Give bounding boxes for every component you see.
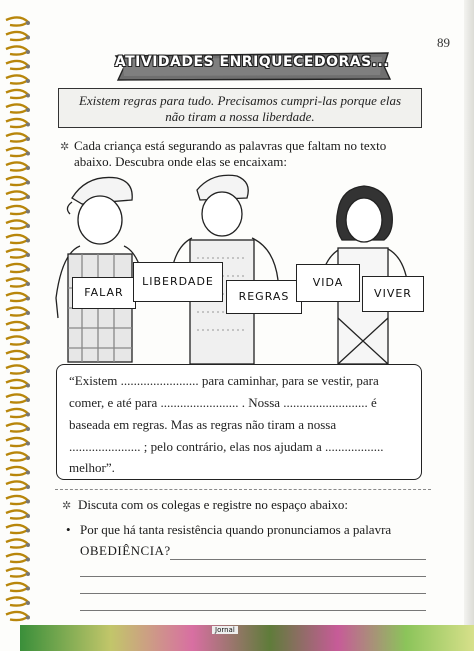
spiral-coil: [6, 249, 28, 257]
answer-line: [80, 576, 426, 577]
spiral-hole: [26, 181, 30, 185]
fill-in-text-box: [56, 364, 422, 480]
spiral-coil: [6, 380, 28, 388]
word-card-vida: VIDA: [296, 264, 360, 302]
spiral-hole: [26, 485, 30, 489]
fill-line-2: comer, e até para ........................ . Nossa .......................... é: [69, 395, 377, 410]
fill-line-1: “Existem ........................ para caminhar, para se vestir, para: [69, 373, 379, 388]
spiral-coil: [6, 104, 28, 112]
spiral-hole: [26, 616, 30, 620]
children-illustration: [42, 168, 437, 366]
spiral-coil: [6, 90, 28, 98]
spiral-hole: [26, 239, 30, 243]
intro-line-2: não tiram a nossa liberdade.: [165, 109, 315, 124]
spiral-hole: [26, 94, 30, 98]
intro-line-1: Existem regras para tudo. Precisamos cumpri-las porque elas: [78, 93, 402, 108]
spiral-hole: [26, 427, 30, 431]
discussion-prompt: Discuta com os colegas e registre no espaço abaixo:: [78, 497, 349, 512]
spiral-hole: [26, 587, 30, 591]
spiral-hole: [26, 500, 30, 504]
spiral-hole: [26, 123, 30, 127]
spiral-hole: [26, 21, 30, 25]
spiral-hole: [26, 65, 30, 69]
spiral-hole: [26, 210, 30, 214]
spiral-hole: [26, 326, 30, 330]
bullet-dot: •: [66, 522, 71, 537]
star-bullet-icon: ✲: [60, 141, 70, 153]
spiral-hole: [26, 456, 30, 460]
spiral-hole: [26, 311, 30, 315]
spiral-coil: [6, 554, 28, 562]
spiral-hole: [26, 514, 30, 518]
spiral-coil: [6, 75, 28, 83]
spiral-hole: [26, 137, 30, 141]
spiral-coil: [6, 162, 28, 170]
spiral-coil: [6, 394, 28, 402]
spiral-coil: [6, 206, 28, 214]
spiral-coil: [6, 46, 28, 54]
spiral-hole: [26, 166, 30, 170]
spiral-hole: [26, 398, 30, 402]
spiral-coil: [6, 336, 28, 344]
word-card-regras: REGRAS: [226, 280, 302, 314]
spiral-hole: [26, 384, 30, 388]
spiral-coil: [6, 293, 28, 301]
spiral-hole: [26, 79, 30, 83]
spiral-hole: [26, 442, 30, 446]
spiral-hole: [26, 558, 30, 562]
spiral-coil: [6, 235, 28, 243]
spiral-hole: [26, 50, 30, 54]
banner-title: ATIVIDADES ENRIQUECEDORAS...: [114, 54, 390, 70]
spiral-coil: [6, 481, 28, 489]
spiral-coil: [6, 597, 28, 605]
intro-box: [58, 88, 422, 128]
word-card-liberdade: LIBERDADE: [133, 262, 223, 302]
fill-line-5: melhor”.: [69, 460, 115, 475]
question-line-1: Por que há tanta resistência quando pronunciamos a palavra: [80, 522, 392, 537]
spiral-coil: [6, 583, 28, 591]
word-card-viver: VIVER: [362, 276, 424, 312]
spiral-hole: [26, 253, 30, 257]
spiral-coil: [6, 510, 28, 518]
spiral-coil: [6, 539, 28, 547]
spiral-coil: [6, 32, 28, 40]
spiral-hole: [26, 529, 30, 533]
spiral-hole: [26, 355, 30, 359]
instruction-line-1: Cada criança está segurando as palavras que faltam no texto: [74, 138, 387, 153]
spiral-hole: [26, 195, 30, 199]
spiral-hole: [26, 108, 30, 112]
spiral-coil: [6, 568, 28, 576]
cover-edge-strip: [20, 625, 474, 651]
spiral-hole: [26, 224, 30, 228]
section-divider: [55, 489, 431, 490]
spiral-coil: [6, 61, 28, 69]
activity-banner: [112, 50, 392, 82]
fill-line-4: ...................... ; pelo contrário, elas nos ajudam a ..................: [69, 439, 384, 454]
answer-line: [170, 559, 426, 560]
spiral-hole: [26, 282, 30, 286]
spiral-hole: [26, 601, 30, 605]
spiral-coil: [6, 264, 28, 272]
page-number: 89: [437, 35, 450, 50]
spiral-coil: [6, 365, 28, 373]
answer-line: [80, 610, 426, 611]
spiral-coil: [6, 423, 28, 431]
spiral-hole: [26, 572, 30, 576]
spiral-coil: [6, 496, 28, 504]
spiral-coil: [6, 409, 28, 417]
spiral-hole: [26, 268, 30, 272]
spiral-coil: [6, 322, 28, 330]
children-drawing: [42, 168, 437, 366]
star-bullet-icon: ✲: [62, 500, 72, 512]
spiral-coil: [6, 525, 28, 533]
spiral-coil: [6, 148, 28, 156]
spiral-coil: [6, 191, 28, 199]
spiral-coil: [6, 452, 28, 460]
spiral-coil: [6, 307, 28, 315]
spiral-coil: [6, 278, 28, 286]
question-line-2: OBEDIÊNCIA?: [80, 543, 171, 558]
spiral-hole: [26, 152, 30, 156]
answer-line: [80, 593, 426, 594]
spiral-hole: [26, 297, 30, 301]
spiral-hole: [26, 340, 30, 344]
spiral-hole: [26, 471, 30, 475]
spiral-hole: [26, 413, 30, 417]
spiral-coil: [6, 467, 28, 475]
page-edge-shadow: [464, 0, 474, 651]
spiral-coil: [6, 351, 28, 359]
instruction-text: [74, 138, 444, 170]
spiral-hole: [26, 369, 30, 373]
fill-line-3: baseada em regras. Mas as regras não tiram a nossa: [69, 417, 337, 432]
spiral-hole: [26, 36, 30, 40]
spiral-hole: [26, 543, 30, 547]
spiral-coil: [6, 177, 28, 185]
spiral-coil: [6, 133, 28, 141]
instruction-line-2: abaixo. Descubra onde elas se encaixam:: [74, 154, 287, 169]
word-card-falar: FALAR: [72, 277, 136, 309]
spiral-coil: [6, 612, 28, 620]
spiral-binding: [0, 0, 34, 651]
spiral-coil: [6, 438, 28, 446]
spiral-coil: [6, 17, 28, 25]
spiral-coil: [6, 220, 28, 228]
footer-label: Jornal: [212, 626, 238, 634]
spiral-coil: [6, 119, 28, 127]
